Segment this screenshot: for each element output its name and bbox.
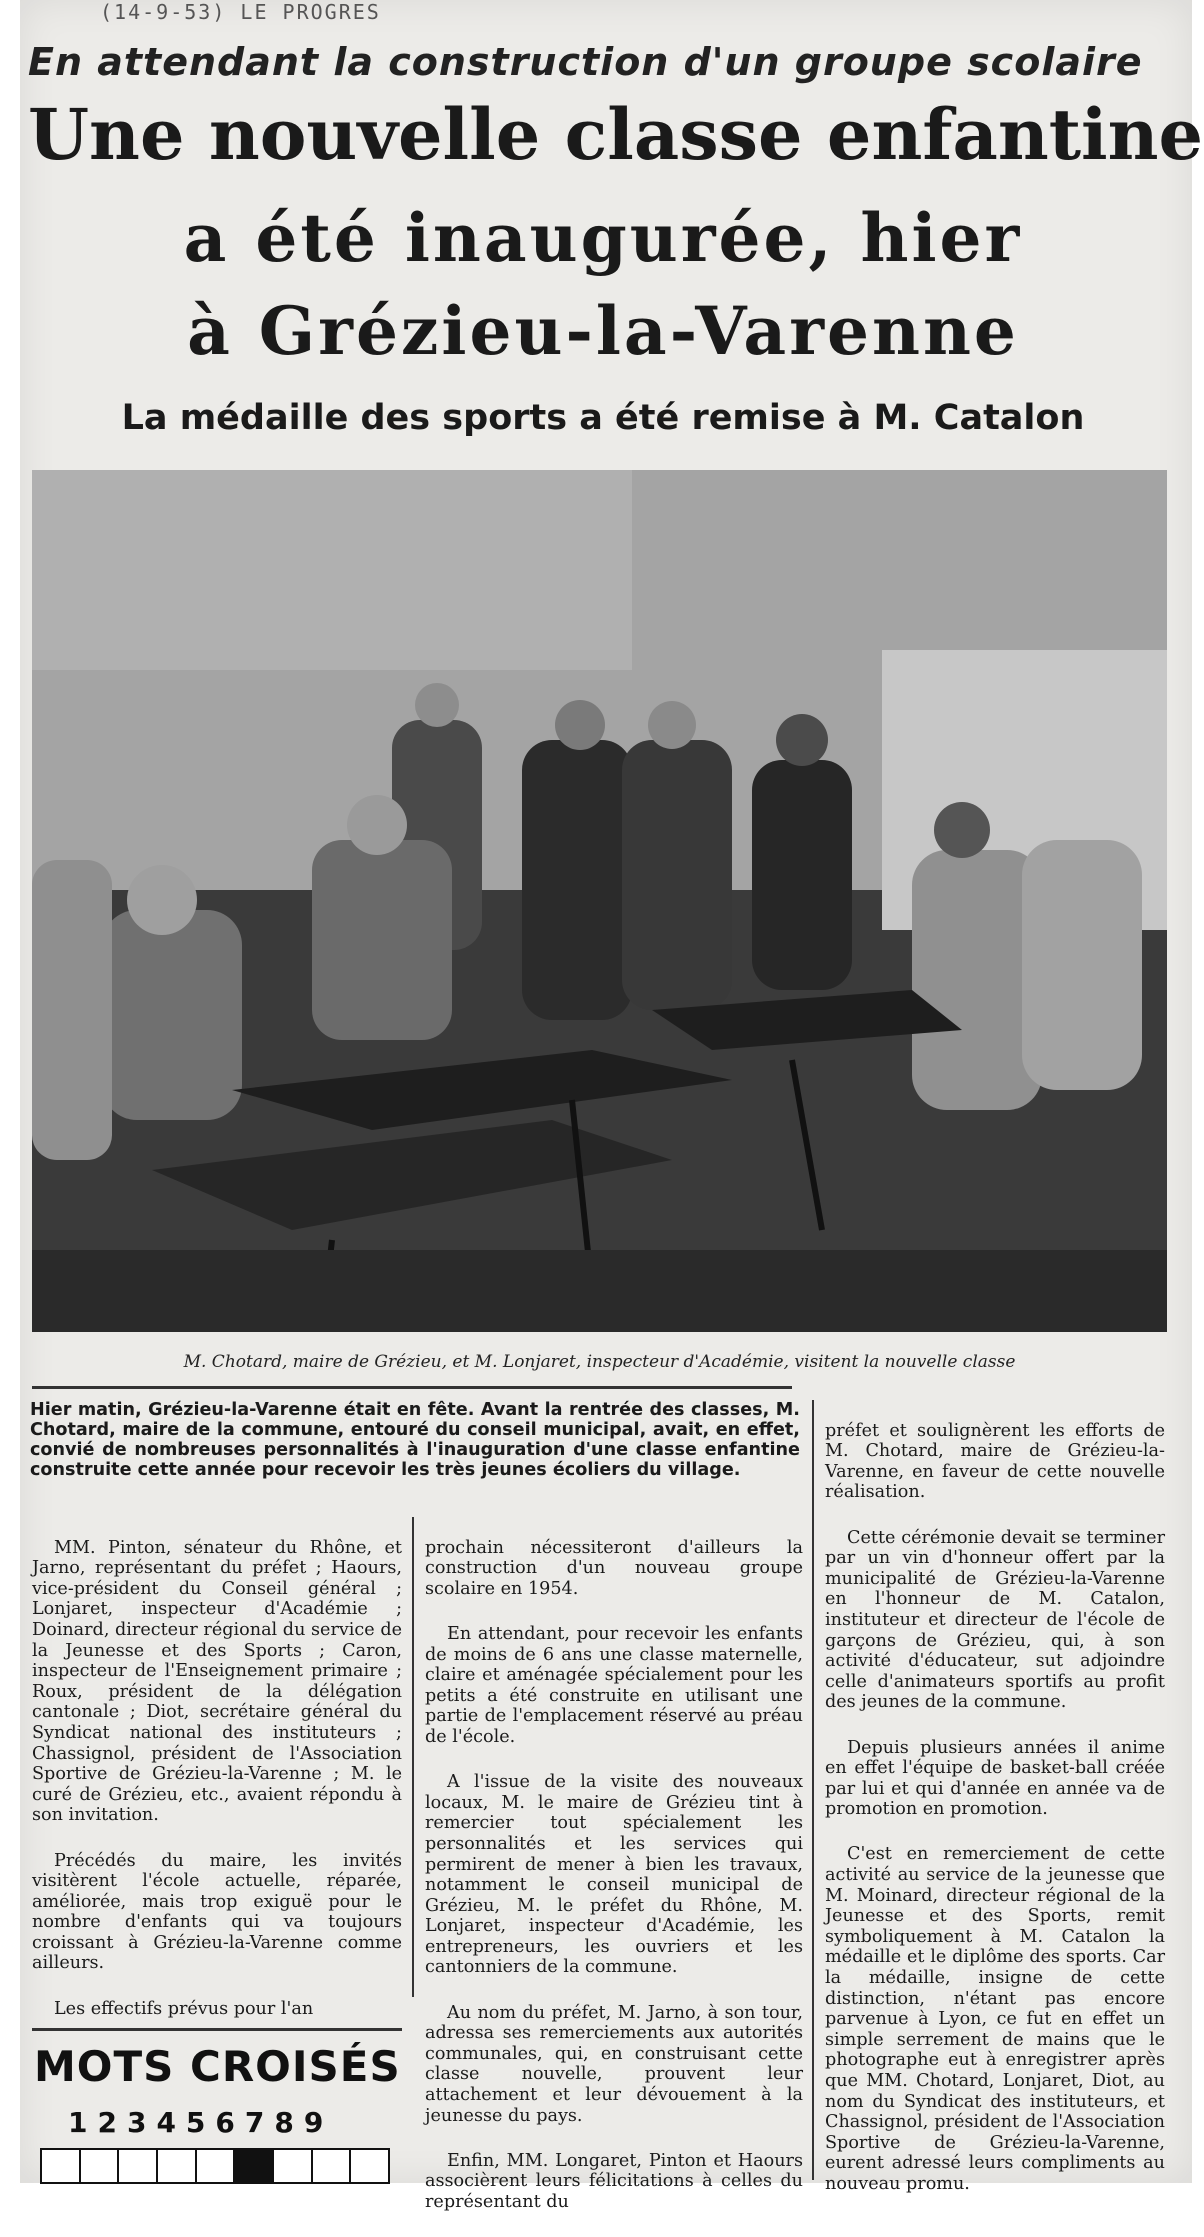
classroom-photo bbox=[32, 470, 1167, 1332]
paragraph: MM. Pinton, sénateur du Rhône, et Jarno, représentant du préfet ; Haours, vice-président du Conseil général ; Lonjaret, inspecteur d'Académie ; Doinard, directeur régional du service de la Jeunesse et des Sports ; Caron, inspecteur de l'Enseignement primaire ; Roux, président de la délégation cantonale ; Diot, secrétaire général du Syndicat national des instituteurs ; Chassignol, président de l'Association Sportive de Grézieu-la-Varenne ; M. le curé de Grézieu, etc., avaient répondu à son invitation. bbox=[32, 1537, 402, 1826]
subheadline: La médaille des sports a été remise à M. Catalon bbox=[121, 398, 1085, 438]
crossword-cell bbox=[40, 2148, 79, 2184]
kicker-headline: En attendant la construction d'un groupe scolaire bbox=[28, 40, 1143, 84]
crossword-numbers: 123456789 bbox=[68, 2106, 334, 2139]
column-divider bbox=[812, 1400, 814, 2180]
paragraph: Précédés du maire, les invités visitèrent l'école actuelle, réparée, améliorée, mais trop exiguë pour le nombre d'enfants qui va toujours croissant à Grézieu-la-Varenne comme ailleurs. bbox=[32, 1850, 402, 1974]
crossword-cell bbox=[156, 2148, 195, 2184]
crossword-cell bbox=[349, 2148, 390, 2184]
paragraph: prochain nécessiteront d'ailleurs la construction d'un nouveau groupe scolaire en 1954. bbox=[425, 1537, 803, 1599]
column-divider bbox=[412, 1517, 414, 1997]
headline-line-1: Une nouvelle classe enfantine bbox=[28, 93, 1204, 176]
crossword-cell bbox=[195, 2148, 234, 2184]
crossword-rule bbox=[32, 2028, 402, 2031]
paragraph: En attendant, pour recevoir les enfants de moins de 6 ans une classe maternelle, claire et aménagée spécialement pour les petits a été construite en utilisant une partie de l'emplacement réservé au préau de l'école. bbox=[425, 1623, 803, 1747]
article-intro: Hier matin, Grézieu-la-Varenne était en fête. Avant la rentrée des classes, M. Chotard, maire de la commune, entouré du conseil municipal, avait, en effet, convié de nombreuses personnalités à l'inauguration d'une classe enfantine construite cette année pour recevoir les très jeunes écoliers du village. bbox=[30, 1400, 800, 1480]
paragraph: Les effectifs prévus pour l'an bbox=[54, 1998, 314, 2019]
classroom-photo-illustration bbox=[32, 470, 1167, 1332]
source-note: (14-9-53) LE PROGRES bbox=[100, 0, 381, 24]
photo-caption: M. Chotard, maire de Grézieu, et M. Lonjaret, inspecteur d'Académie, visitent la nouvelle classe bbox=[183, 1352, 1016, 1372]
article-column-1 bbox=[32, 1517, 402, 2044]
crossword-cell bbox=[311, 2148, 350, 2184]
paragraph: préfet et soulignèrent les efforts de M. Chotard, maire de Grézieu-la-Varenne, en faveur de cette nouvelle réalisation. bbox=[825, 1420, 1165, 1503]
headline-line-2: a été inaugurée, hier bbox=[183, 199, 1023, 277]
headline-line-3: à Grézieu-la-Varenne bbox=[187, 292, 1019, 370]
paragraph: C'est en remerciement de cette activité au service de la jeunesse que M. Moinard, directeur régional de la Jeunesse et des Sports, remit symboliquement à M. Catalon la médaille et le diplôme des sports. Car la médaille, insigne de cette distinction, n'étant pas encore parvenue à Lyon, ce fut en effet un simple serrement de mains que le photographe eut à enregistrer après que MM. Chotard, Lonjaret, Diot, au nom du Syndicat des instituteurs, et Chassignol, président de l'Association Sportive de Grézieu-la-Varenne, eurent adressé leurs compliments au nouveau promu. bbox=[825, 1844, 1165, 2194]
crossword-grid bbox=[40, 2148, 390, 2184]
article-column-3 bbox=[825, 1400, 1165, 2219]
crossword-cell bbox=[117, 2148, 156, 2184]
crossword-cell bbox=[79, 2148, 118, 2184]
paragraph: Enfin, MM. Longaret, Pinton et Haours associèrent leurs félicitations à celles du représentant du bbox=[425, 2150, 803, 2212]
article-column-2 bbox=[425, 1517, 803, 2237]
caption-rule bbox=[32, 1386, 792, 1389]
crossword-cell bbox=[272, 2148, 311, 2184]
paragraph: Cette cérémonie devait se terminer par un vin d'honneur offert par la municipalité de Grézieu-la-Varenne en l'honneur de M. Catalon, instituteur et directeur de l'école de garçons de Grézieu, qui, à son activité d'éducateur, sut adjoindre celle d'animateurs sportifs au profit des jeunes de la commune. bbox=[825, 1527, 1165, 1713]
crossword-cell-black bbox=[233, 2148, 272, 2184]
crossword-title: MOTS CROISÉS bbox=[34, 2042, 401, 2091]
paragraph: Au nom du préfet, M. Jarno, à son tour, adressa ses remerciements aux autorités communales, qui, en construisant cette classe nouvelle, prouvent leur attachement et leur dévouement à la jeunesse du pays. bbox=[425, 2002, 803, 2126]
paragraph: A l'issue de la visite des nouveaux locaux, M. le maire de Grézieu tint à remercier tout spécialement les personnalités et les services qui permirent de mener à bien les travaux, notamment le conseil municipal de Grézieu, M. le préfet du Rhône, M. Lonjaret, inspecteur d'Académie, les entrepreneurs, les ouvriers et les cantonniers de la commune. bbox=[425, 1772, 803, 1978]
paragraph: Depuis plusieurs années il anime en effet l'équipe de basket-ball créée par lui et qui d'année en année va de promotion en promotion. bbox=[825, 1737, 1165, 1820]
